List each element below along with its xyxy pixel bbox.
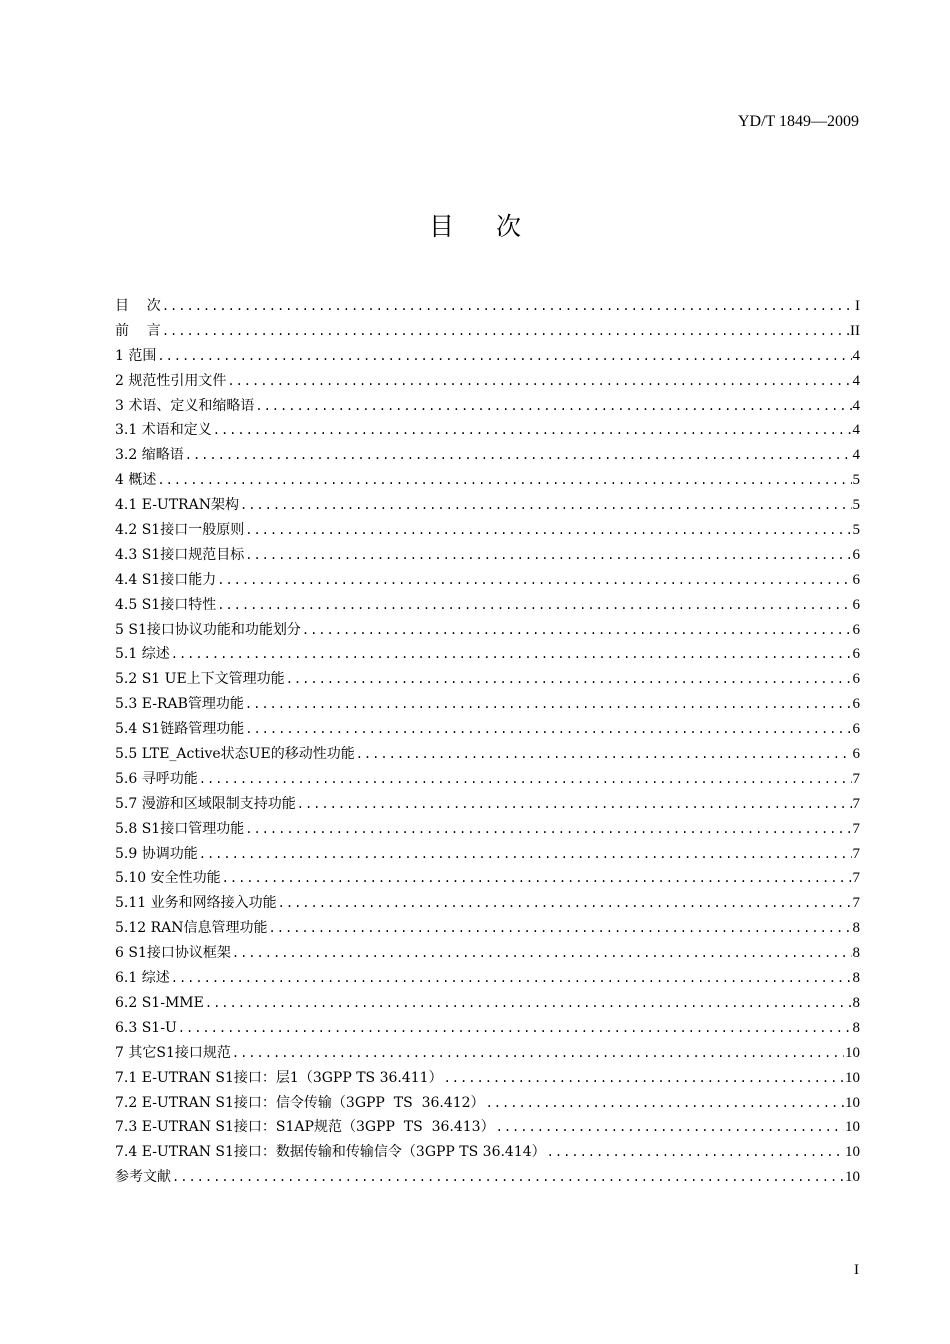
toc-entry[interactable] [115,319,860,344]
toc-entry-page: 6 [852,546,860,563]
toc-entry-label: 5.6 寻呼功能 [115,770,198,787]
toc-entry-label: 5.5 LTE_Active状态UE的移动性功能 [115,746,355,763]
toc-entry-label: 6 S1接口协议框架 [115,945,231,962]
toc-dot-leader [269,916,852,941]
toc-dot-leader [255,394,851,419]
toc-entry-label: 7 其它S1接口规范 [115,1044,231,1061]
toc-dot-leader [157,468,851,493]
toc-entry[interactable] [115,443,860,468]
toc-dot-leader [205,991,852,1016]
toc-entry-page: 10 [845,1144,860,1161]
toc-entry[interactable] [115,1115,860,1140]
toc-dot-leader [232,941,852,966]
toc-dot-leader [444,1066,844,1091]
toc-dot-leader [486,1091,844,1116]
toc-entry-page: 10 [845,1169,860,1186]
toc-entry-page: 6 [852,596,860,613]
toc-entry[interactable] [115,667,860,692]
toc-entry-page: 8 [852,1019,860,1036]
toc-entry[interactable] [115,792,860,817]
toc-dot-leader [222,866,852,891]
standard-number: YD/T 1849—2009 [737,113,859,130]
toc-dot-leader [227,369,851,394]
toc-entry[interactable] [115,941,860,966]
toc-dot-leader [213,418,852,443]
toc-entry[interactable] [115,543,860,568]
toc-entry-page: 7 [852,895,860,912]
toc-dot-leader [157,344,851,369]
toc-entry-page: 6 [852,621,860,638]
toc-entry[interactable] [115,618,860,643]
toc-entry-label: 7.4 E-UTRAN S1接口：数据传输和传输信令（3GPP TS 36.414） [115,1144,546,1161]
toc-entry-page: 5 [852,522,860,539]
toc-entry[interactable] [115,1165,860,1190]
toc-entry-label: 6.1 综述 [115,970,170,987]
toc-entry-label: 3.1 术语和定义 [115,422,212,439]
toc-entry-page: 10 [845,1044,860,1061]
toc-dot-leader [217,568,851,593]
toc-dot-leader [162,294,854,319]
toc-list [115,294,860,1190]
toc-entry-label: 7.1 E-UTRAN S1接口：层1（3GPP TS 36.411） [115,1069,443,1086]
toc-entry-label: 5.11 业务和网络接入功能 [115,895,277,912]
toc-dot-leader [185,443,852,468]
toc-entry[interactable] [115,369,860,394]
toc-entry[interactable] [115,593,860,618]
toc-dot-leader [171,642,852,667]
toc-entry-label: 4.3 S1接口规范目标 [115,546,245,563]
toc-dot-leader [245,692,852,717]
toc-entry-label: 5.12 RAN信息管理功能 [115,920,268,937]
toc-entry-label: 3 术语、定义和缩略语 [115,397,255,414]
toc-entry-page: 4 [852,347,860,364]
toc-dot-leader [162,319,849,344]
toc-entry-label: 前 言 [115,322,161,339]
toc-entry-label: 4.1 E-UTRAN架构 [115,497,239,514]
toc-entry-page: 4 [852,397,860,414]
toc-entry-page: 10 [845,1094,860,1111]
toc-title: 目次 [428,212,563,241]
toc-dot-leader [245,817,851,842]
toc-entry-label: 4.2 S1接口一般原则 [115,522,245,539]
toc-entry-page: 7 [852,820,860,837]
toc-dot-leader [171,966,852,991]
toc-entry-label: 1 范围 [115,347,157,364]
toc-entry-page: 6 [852,696,860,713]
toc-dot-leader [547,1140,844,1165]
toc-dot-leader [297,792,852,817]
toc-entry-label: 4.5 S1接口特性 [115,596,217,613]
toc-dot-leader [245,543,851,568]
toc-entry[interactable] [115,294,860,319]
toc-entry-page: I [855,298,860,314]
toc-dot-leader [496,1115,844,1140]
toc-entry[interactable] [115,817,860,842]
toc-entry-label: 2 规范性引用文件 [115,372,227,389]
toc-entry-label: 5.2 S1 UE上下文管理功能 [115,671,285,688]
toc-entry[interactable] [115,344,860,369]
toc-entry-page: 4 [852,422,860,439]
toc-dot-leader [178,1016,852,1041]
toc-entry-label: 5 S1接口协议功能和功能划分 [115,621,301,638]
toc-dot-leader [232,1041,844,1066]
toc-entry[interactable] [115,916,860,941]
toc-entry[interactable] [115,966,860,991]
toc-entry-page: 6 [852,571,860,588]
toc-dot-leader [217,593,851,618]
toc-dot-leader [356,742,852,767]
toc-entry-page: 6 [852,721,860,738]
toc-entry[interactable] [115,1091,860,1116]
toc-entry[interactable] [115,717,860,742]
toc-entry[interactable] [115,1016,860,1041]
toc-entry-label: 目 次 [115,298,161,314]
toc-entry[interactable] [115,418,860,443]
toc-entry-page: II [850,322,860,339]
toc-dot-leader [245,518,851,543]
toc-entry-label: 4.4 S1接口能力 [115,571,217,588]
toc-dot-leader [286,667,852,692]
toc-entry[interactable] [115,1140,860,1165]
toc-entry-label: 6.2 S1-MME [115,994,204,1011]
toc-dot-leader [199,842,852,867]
toc-entry-page: 5 [852,472,860,489]
toc-entry-page: 7 [852,870,860,887]
toc-entry[interactable] [115,493,860,518]
toc-dot-leader [302,618,852,643]
toc-entry[interactable] [115,468,860,493]
toc-entry-page: 6 [852,646,860,663]
toc-entry-page: 8 [852,970,860,987]
toc-entry-page: 6 [852,671,860,688]
toc-entry-label: 参考文献 [115,1169,171,1186]
toc-dot-leader [245,717,851,742]
toc-entry-page: 10 [845,1069,860,1086]
toc-entry-label: 5.7 漫游和区域限制支持功能 [115,795,296,812]
toc-entry-page: 8 [852,920,860,937]
toc-entry[interactable] [115,991,860,1016]
toc-entry[interactable] [115,518,860,543]
toc-dot-leader [278,891,852,916]
toc-entry[interactable] [115,642,860,667]
toc-entry-label: 5.9 协调功能 [115,845,198,862]
toc-entry[interactable] [115,891,860,916]
toc-entry[interactable] [115,568,860,593]
toc-entry-page: 7 [852,795,860,812]
toc-entry[interactable] [115,767,860,792]
page-number: I [854,1262,859,1278]
toc-entry[interactable] [115,742,860,767]
toc-entry[interactable] [115,692,860,717]
toc-entry[interactable] [115,394,860,419]
toc-entry-label: 7.3 E-UTRAN S1接口：S1AP规范（3GPP TS 36.413） [115,1119,495,1136]
toc-entry-label: 7.2 E-UTRAN S1接口：信令传输（3GPP TS 36.412） [115,1094,485,1111]
toc-entry-page: 4 [852,372,860,389]
toc-entry-page: 8 [852,945,860,962]
toc-entry-label: 5.8 S1接口管理功能 [115,820,245,837]
toc-entry[interactable] [115,866,860,891]
toc-entry[interactable] [115,1041,860,1066]
toc-entry[interactable] [115,842,860,867]
toc-entry-page: 7 [852,770,860,787]
toc-entry-page: 5 [852,497,860,514]
toc-entry-label: 4 概述 [115,472,157,489]
toc-entry-label: 6.3 S1-U [115,1019,177,1036]
toc-entry-page: 7 [852,845,860,862]
toc-entry-label: 5.1 综述 [115,646,170,663]
toc-dot-leader [172,1165,844,1190]
toc-dot-leader [240,493,852,518]
toc-entry-page: 8 [852,994,860,1011]
toc-entry-page: 10 [845,1119,860,1136]
toc-entry-label: 5.10 安全性功能 [115,870,221,887]
toc-entry-page: 6 [852,746,860,763]
toc-entry-label: 5.3 E-RAB管理功能 [115,696,244,713]
toc-dot-leader [199,767,852,792]
toc-entry[interactable] [115,1066,860,1091]
toc-entry-label: 3.2 缩略语 [115,447,184,464]
toc-entry-page: 4 [852,447,860,464]
toc-entry-label: 5.4 S1链路管理功能 [115,721,245,738]
